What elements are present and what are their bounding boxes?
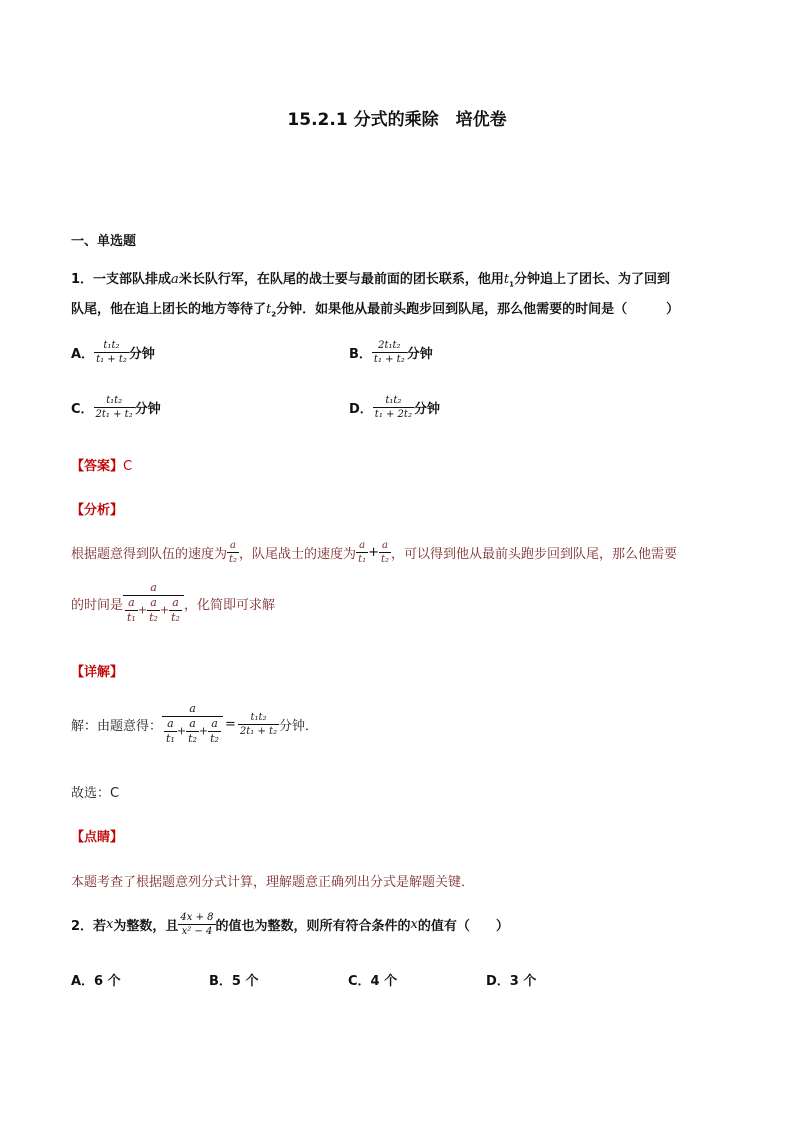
detail-tag: 【详解】 <box>71 665 124 680</box>
sub-fraction <box>125 597 138 624</box>
fraction-numerator: t₁t₂ <box>238 712 279 725</box>
answer-tag: 【答案】 <box>71 459 124 474</box>
sub-fraction <box>169 597 182 624</box>
comment-text: 本题考查了根据题意列分式计算，理解题意正确列出分式是解题关键． <box>71 875 475 890</box>
fraction-denominator: t₂ <box>188 732 197 746</box>
unit-text: 分钟 <box>128 347 155 362</box>
fraction-numerator: a <box>379 540 391 553</box>
q1-text-part: 分钟追上了团长、为了回到 <box>513 272 670 287</box>
time-fraction <box>162 703 223 745</box>
fraction-denominator: t₁ + t₂ <box>373 354 405 365</box>
option-fraction <box>373 395 414 420</box>
fraction-numerator: a <box>186 718 199 732</box>
fraction-denominator: $\frac{a}{\text{t₁}}$ + $\frac{a}{\text{t₂}}$ + $\frac{a}{\text{t₂}}$ <box>127 596 180 625</box>
q1-option-a[interactable] <box>71 340 155 365</box>
q2-text <box>71 912 509 937</box>
fraction-numerator: t₁t₂ <box>94 340 129 353</box>
fraction-denominator: $\frac{a}{\text{t₁}}$ + $\frac{a}{\text{t₂}}$ + $\frac{a}{\text{t₂}}$ <box>166 717 219 746</box>
detail-text: 分钟． <box>279 718 319 734</box>
q1-text-part: 分钟．如果他从最前头跑步回到队尾，那么他需要的时间是（ ） <box>276 302 680 317</box>
fraction-denominator: t₂ <box>210 732 219 746</box>
q2-text-part: 为整数，且 <box>113 919 179 934</box>
q1-text-line1 <box>71 268 670 289</box>
page-title: 15.2.1 分式的乘除 培优卷 <box>287 110 507 130</box>
var-t2-sub: 2 <box>271 310 277 319</box>
fraction-numerator: 2t₁t₂ <box>372 340 407 353</box>
analysis-text: 的时间是 <box>71 597 124 613</box>
fraction-denominator: 2t₁ + t₂ <box>95 409 133 420</box>
sub-fraction <box>186 718 199 745</box>
result-fraction <box>238 712 279 737</box>
unit-text: 分钟 <box>406 347 433 362</box>
option-label: A． <box>71 347 95 362</box>
fraction-denominator: x² − 4 <box>181 926 213 937</box>
fraction-denominator: t₂ <box>229 554 238 565</box>
option-fraction <box>372 340 407 365</box>
answer-value: C <box>123 459 133 474</box>
sub-fraction <box>164 718 177 745</box>
analysis-line1: 根据题意得到队伍的速度为 $\frac{a}{\text{t₂}}$ ，队尾战士的速度为 $\frac{a}{\text{t₁}}$ + $\frac{a}{\text{t₂}}$ ，可以得到他从最前头跑步回到队尾，那么他需要 <box>71 540 678 565</box>
fraction-denominator: t₂ <box>171 611 180 625</box>
var-x: x <box>410 917 418 932</box>
var-t1-sub: 1 <box>509 280 514 289</box>
sub-fraction <box>147 597 160 624</box>
q1-option-c[interactable] <box>71 395 161 420</box>
detail-line: 解：由题意得： a $\frac{a}{\text{t₁}}$ + $\frac{a}{\text{t₂}}$ + $\frac{a}{\text{t₂}}$ = $\frac{\text{t₁t₂}}{\text{2t₁ + t₂}}$ 分钟． <box>71 702 319 746</box>
fraction-numerator: a <box>125 597 138 611</box>
q1-text-part: 队尾，他在追上团长的地方等待了 <box>71 302 267 317</box>
q2-option-a[interactable]: A．6 个 <box>71 974 121 989</box>
time-fraction <box>123 582 184 624</box>
fraction-denominator: t₁ <box>166 732 175 746</box>
q2-option-d[interactable]: D．3 个 <box>486 974 537 989</box>
analysis-text: 根据题意得到队伍的速度为 <box>71 547 228 562</box>
analysis-text: ，化简即可求解 <box>183 597 275 613</box>
fraction-denominator: t₁ + t₂ <box>96 354 127 365</box>
q1-text-part: 米长队行军，在队尾的战士要与最前面的团长联系，他用 <box>178 272 504 287</box>
speed-fraction <box>227 540 239 565</box>
fraction-numerator: t₁t₂ <box>94 395 135 408</box>
q2-text-part: 的值也为整数，则所有符合条件的 <box>215 919 411 934</box>
speed-fraction <box>379 540 391 565</box>
fraction-denominator: t₂ <box>381 554 390 565</box>
q1-option-d[interactable] <box>349 395 440 420</box>
analysis-line2 <box>71 582 275 624</box>
fraction-numerator: a <box>227 540 239 553</box>
analysis-text: ，可以得到他从最前头跑步回到队尾，那么他需要 <box>391 547 678 562</box>
fraction-numerator: t₁t₂ <box>373 395 414 408</box>
fraction-denominator: 2t₁ + t₂ <box>239 725 278 737</box>
fraction-numerator: a <box>169 597 182 611</box>
detail-text: 解：由题意得： <box>71 718 163 734</box>
var-t1: t <box>503 272 510 287</box>
option-fraction <box>94 340 129 365</box>
fraction-numerator: a <box>123 582 184 596</box>
option-label: D． <box>349 402 373 417</box>
fraction-numerator: a <box>164 718 177 732</box>
option-label: B． <box>349 347 372 362</box>
fraction-denominator: t₁ <box>127 611 136 625</box>
q2-option-b[interactable]: B．5 个 <box>209 974 259 989</box>
unit-text: 分钟 <box>134 402 161 417</box>
q2-text-part: 的值有（ ） <box>417 919 509 934</box>
option-fraction <box>94 395 135 420</box>
sub-fraction <box>208 718 221 745</box>
option-label: C． <box>71 402 94 417</box>
q2-option-c[interactable]: C．4 个 <box>348 974 398 989</box>
fraction-numerator: a <box>147 597 160 611</box>
var-a: a <box>171 272 179 287</box>
q1-option-b[interactable] <box>349 340 433 365</box>
q2-text-part: 2．若 <box>71 919 107 934</box>
var-x: x <box>106 917 114 932</box>
fraction-numerator: a <box>208 718 221 732</box>
fraction-denominator: t₁ + 2t₂ <box>374 409 412 420</box>
choose-line: 故选：C <box>71 786 120 801</box>
comment-tag: 【点睛】 <box>71 830 124 845</box>
var-t2: t <box>266 302 272 317</box>
q1-text-part: 1．一支部队排成 <box>71 272 172 287</box>
answer-row <box>71 455 132 474</box>
analysis-text: ，队尾战士的速度为 <box>239 547 357 562</box>
analysis-tag: 【分析】 <box>71 503 124 518</box>
speed-fraction <box>356 540 368 565</box>
fraction-numerator: a <box>162 703 223 717</box>
fraction-denominator: t₁ <box>358 554 367 565</box>
unit-text: 分钟 <box>413 402 440 417</box>
fraction-numerator: 4x + 8 <box>180 912 214 923</box>
fraction-numerator: a <box>356 540 368 553</box>
fraction-denominator: t₂ <box>149 611 158 625</box>
section-heading: 一、单选题 <box>71 234 137 249</box>
q2-fraction <box>178 912 215 937</box>
q1-text-line2 <box>71 298 679 319</box>
